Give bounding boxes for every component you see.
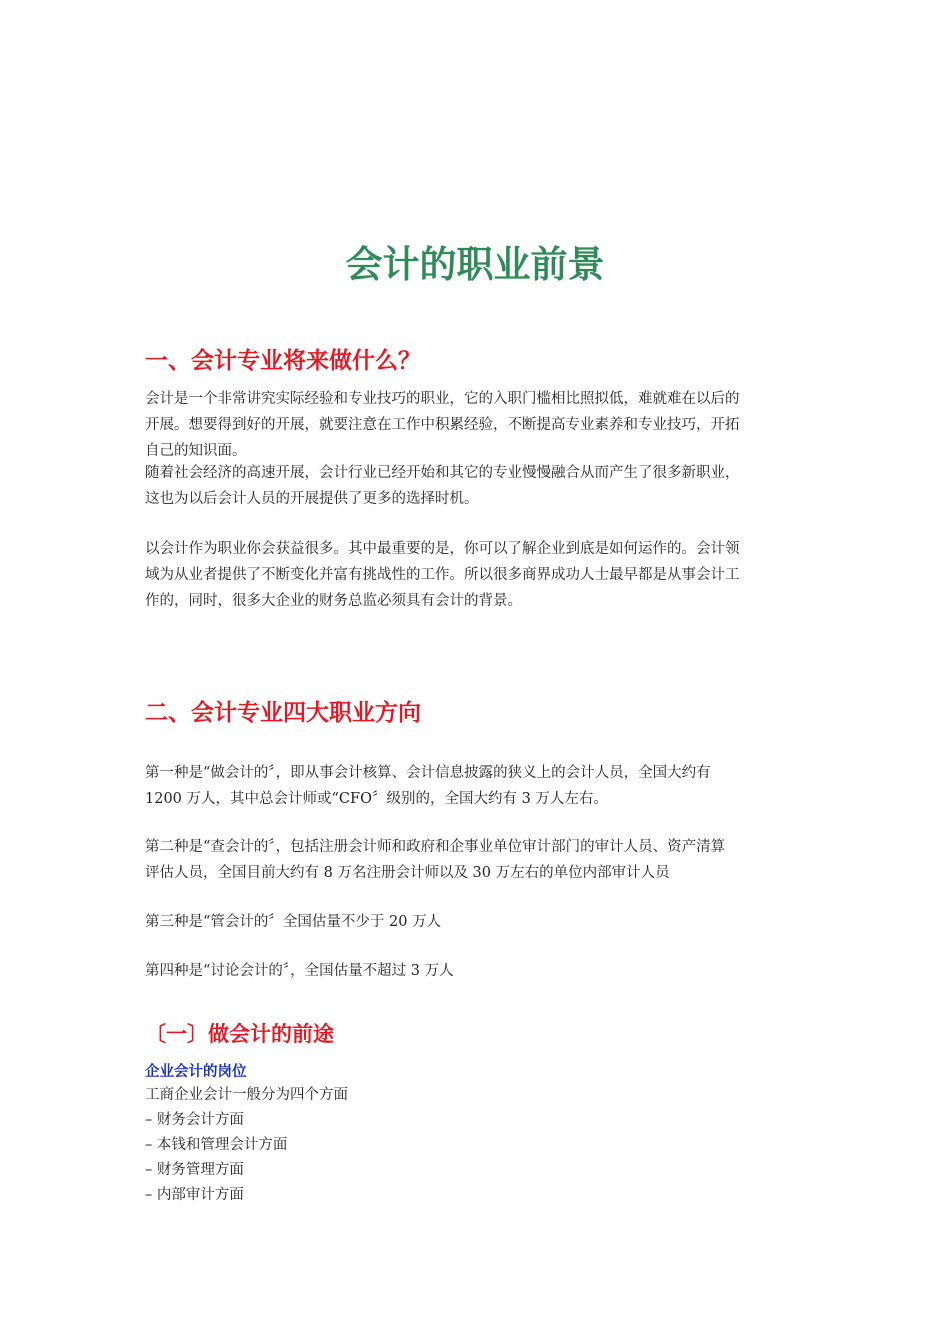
text-line: 第四种是“讨论会计的〞，全国估量不超过 3 万人: [145, 963, 454, 979]
section-1-heading: 一、会计专业将来做什么？: [145, 348, 421, 374]
text-line: 第一种是“做会计的〞，即从事会计核算、会计信息披露的狭义上的会计人员，全国大约有: [145, 765, 711, 781]
section-2-paragraph-1: [145, 760, 805, 812]
text-line: 以会计作为职业你会获益很多。其中最重要的是，你可以了解企业到底是如何运作的。会计领: [145, 541, 740, 557]
text-line: 域为从业者提供了不断变化并富有挑战性的工作。所以很多商界成功人士最早都是从事会计工: [145, 567, 740, 583]
text-line: 第二种是“查会计的〞，包括注册会计师和政府和企事业单位审计部门的审计人员、资产清算: [145, 839, 726, 855]
text-line: 评估人员，全国目前大约有 8 万名注册会计师以及 30 万左右的单位内部审计人员: [145, 865, 670, 881]
subsection-1-subheading: 企业会计的岗位: [145, 1064, 247, 1080]
section-2-paragraph-4: [145, 958, 805, 984]
text-line: 这也为以后会计人员的开展提供了更多的选择时机。: [145, 491, 479, 507]
list-intro: 工商企业会计一般分为四个方面: [145, 1087, 348, 1103]
text-line: 开展。想要得到好的开展，就要注意在工作中积累经验，不断提高专业素养和专业技巧，开拓: [145, 417, 740, 433]
section-2-paragraph-3: [145, 909, 805, 935]
section-1-paragraph-3: [145, 536, 805, 614]
text-line: 会计是一个非常讲究实际经验和专业技巧的职业，它的入职门槛相比照拟低，难就难在以后的: [145, 391, 740, 407]
text-line: 第三种是“管会计的〞全国估量不少于 20 万人: [145, 914, 442, 930]
list-item: – 内部审计方面: [145, 1187, 244, 1203]
list-item: – 财务管理方面: [145, 1162, 244, 1178]
list-item: – 本钱和管理会计方面: [145, 1137, 288, 1153]
section-1-paragraph-2: [145, 460, 805, 512]
subsection-1-heading: 〔一〕做会计的前途: [145, 1022, 334, 1046]
document-title: 会计的职业前景: [345, 243, 605, 286]
position-list: [145, 1083, 348, 1208]
section-2-paragraph-2: [145, 834, 805, 886]
text-line: 自己的知识面。: [145, 443, 247, 459]
section-1-paragraph-1: [145, 386, 805, 464]
text-line: 1200 万人，其中总会计师或“CFO〞级别的，全国大约有 3 万人左右。: [145, 791, 608, 807]
section-2-heading: 二、会计专业四大职业方向: [145, 700, 421, 726]
text-line: 随着社会经济的高速开展，会计行业已经开始和其它的专业慢慢融合从而产生了很多新职业，: [145, 465, 740, 481]
text-line: 作的，同时，很多大企业的财务总监必须具有会计的背景。: [145, 593, 522, 609]
list-item: – 财务会计方面: [145, 1112, 244, 1128]
